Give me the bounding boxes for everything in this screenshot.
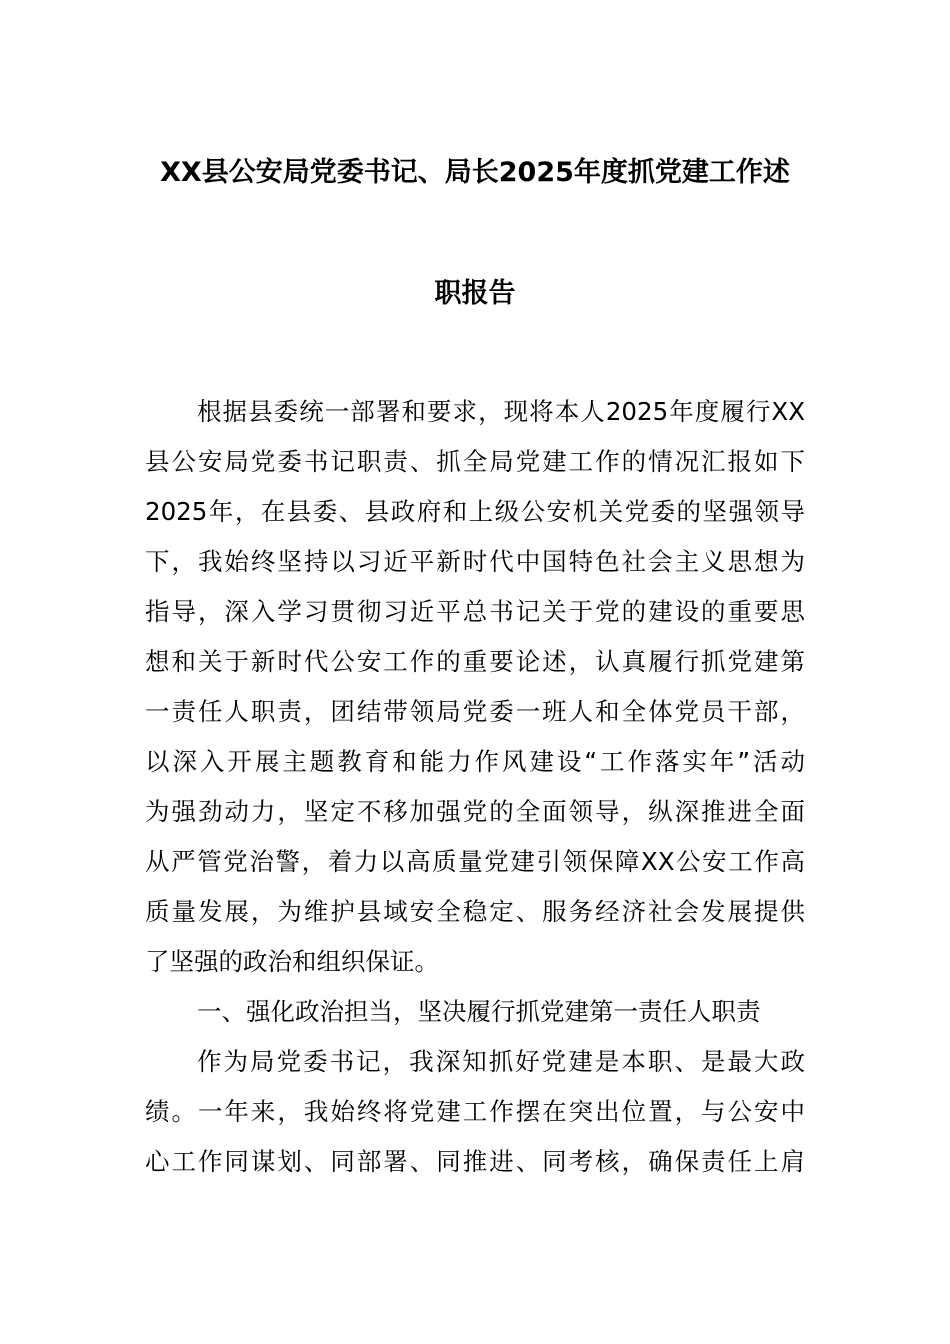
body-line: 县公安局党委书记职责、抓全局党建工作的情况汇报如下	[145, 447, 805, 476]
body-line: 2025年，在县委、县政府和上级公安机关党委的坚强领导	[145, 497, 805, 526]
body-line: 从严管党治警，着力以高质量党建引领保障XX公安工作高	[145, 847, 805, 876]
body-line: 以深入开展主题教育和能力作风建设“工作落实年”活动	[145, 747, 805, 776]
body-line: 想和关于新时代公安工作的重要论述，认真履行抓党建第	[145, 647, 805, 676]
body-line: 根据县委统一部署和要求，现将本人2025年度履行XX	[197, 397, 805, 426]
body-line: 了坚强的政治和组织保证。	[145, 947, 439, 976]
document-title-line-1: XX县公安局党委书记、局长2025年度抓党建工作述	[160, 157, 790, 188]
body-line: 指导，深入学习贯彻习近平总书记关于党的建设的重要思	[145, 597, 805, 626]
section-heading: 一、强化政治担当，坚决履行抓党建第一责任人职责	[197, 997, 761, 1026]
body-line: 绩。一年来，我始终将党建工作摆在突出位置，与公安中	[145, 1097, 805, 1126]
body-line: 一责任人职责，团结带领局党委一班人和全体党员干部，	[145, 697, 805, 726]
body-line: 质量发展，为维护县域安全稳定、服务经济社会发展提供	[145, 897, 805, 926]
body-line: 作为局党委书记，我深知抓好党建是本职、是最大政	[197, 1047, 805, 1076]
body-line: 心工作同谋划、同部署、同推进、同考核，确保责任上肩	[145, 1147, 805, 1176]
body-line: 为强劲动力，坚定不移加强党的全面领导，纵深推进全面	[145, 797, 805, 826]
document-title-line-2: 职报告	[434, 278, 516, 309]
body-line: 下，我始终坚持以习近平新时代中国特色社会主义思想为	[145, 547, 805, 576]
